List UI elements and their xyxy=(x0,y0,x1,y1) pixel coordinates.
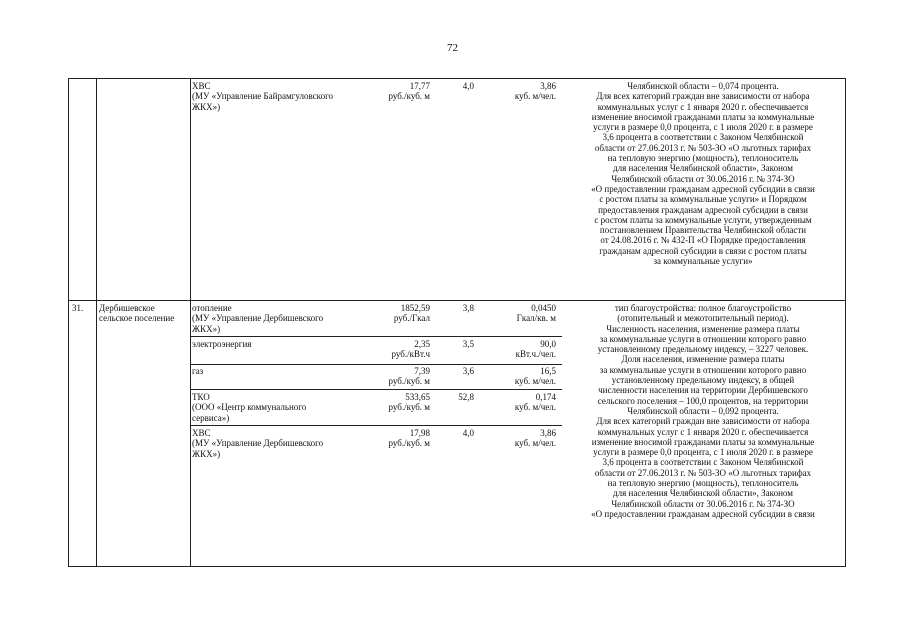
column-divider xyxy=(68,78,69,567)
volume-value: 3,86 куб. м/чел. xyxy=(514,81,556,102)
sub-row-divider xyxy=(190,389,562,390)
notes-text: тип благоустройства: полное благоустройство (отопительный и межотопительный период). Численность населения, изменение размера платы за коммунальные услуги в отношении которого равно установленному предельному индексу, – 3227 человек. Доля населения, изменение размера платы за коммунальные услуги в отношении которого равно установленному предельному индексу, в общей численности населения на территории Дербишевского сельского поселения – 100,0 процентов, на территории Челябинской области – 0,092 процента. Для всех категорий граждан вне зависимости от набора коммунальных услуг с 1 января 2020 г. обеспечивается изменение вносимой гражданами платы за коммунальные услуги в размере 0,0 процента, с 1 июля 2020 г. в размере 3,6 процента в соответствии с Законом Челябинской области от 27.06.2013 г. № 503-ЗО «О льготных тарифах на тепловую энергию (мощность), теплоноситель для населения Челябинской области», Законом Челябинской области от 30.06.2016 г. № 374-ЗО «О предоставлении гражданам адресной субсидии в связи xyxy=(591,303,815,519)
tariff-value: 533,65 руб./куб. м xyxy=(388,392,430,413)
service-name: ХВС (МУ «Управление Байрамгуловского ЖКХ») xyxy=(192,81,334,112)
percent-value: 3,8 xyxy=(462,303,474,313)
tariff-value: 17,77 руб./куб. м xyxy=(388,81,430,102)
service-name: отопление (МУ «Управление Дербишевского ЖКХ») xyxy=(192,303,324,334)
tariff-value: 1852,59 руб./Гкал xyxy=(393,303,430,324)
volume-value: 3,86 куб. м/чел. xyxy=(514,428,556,449)
percent-value: 3,5 xyxy=(462,339,474,349)
sub-row-divider xyxy=(190,425,562,426)
table-top-border xyxy=(68,78,846,79)
sub-row-divider xyxy=(190,364,562,365)
column-divider xyxy=(190,78,191,567)
row-divider xyxy=(68,300,846,301)
sub-row-divider xyxy=(190,336,562,337)
notes-text: Челябинской области – 0,074 процента. Для всех категорий граждан вне зависимости от набора коммунальных услуг с 1 января 2020 г. обеспечивается изменение вносимой гражданами платы за коммунальные услуги в размере 0,0 процента, с 1 июля 2020 г. в размере 3,6 процента в соответствии с Законом Челябинской области от 27.06.2013 г. № 503-ЗО «О льготных тарифах на тепловую энергию (мощность), теплоноситель для населения Челябинской области», Законом Челябинской области от 30.06.2016 г. № 374-ЗО «О предоставлении гражданам адресной субсидии в связи с ростом платы за коммунальные услуги» и Порядком предоставления гражданам адресной субсидии в связи с ростом платы за коммунальные услуги, утвержденным постановлением Правительства Челябинской области от 24.08.2016 г. № 432-П «О Порядке предоставления гражданам адресной субсидии в связи с ростом платы за коммунальные услуги» xyxy=(591,81,815,267)
page-number: 72 xyxy=(447,42,458,54)
percent-value: 4,0 xyxy=(462,428,474,438)
service-name: электроэнергия xyxy=(192,339,252,349)
service-name: ХВС (МУ «Управление Дербишевского ЖКХ») xyxy=(192,428,324,459)
column-divider xyxy=(845,78,846,567)
percent-value: 4,0 xyxy=(462,81,474,91)
volume-value: 0,0450 Гкал/кв. м xyxy=(516,303,556,324)
volume-value: 90,0 кВт.ч./чел. xyxy=(515,339,556,360)
table-bottom-border xyxy=(68,566,846,567)
volume-value: 0,174 куб. м/чел. xyxy=(514,392,556,413)
service-name: ТКО (ООО «Центр коммунального сервиса») xyxy=(192,392,307,423)
column-divider xyxy=(96,78,97,567)
percent-value: 52,8 xyxy=(458,392,474,402)
service-name: газ xyxy=(192,366,204,376)
tariff-value: 2,35 руб./кВт.ч xyxy=(391,339,430,360)
volume-value: 16,5 куб. м/чел. xyxy=(514,366,556,387)
percent-value: 3,6 xyxy=(462,366,474,376)
tariff-value: 7,39 руб./куб. м xyxy=(388,366,430,387)
municipality-name: Дербишевское сельское поселение xyxy=(99,303,175,324)
tariff-value: 17,98 руб./куб. м xyxy=(388,428,430,449)
row-number: 31. xyxy=(72,303,84,313)
